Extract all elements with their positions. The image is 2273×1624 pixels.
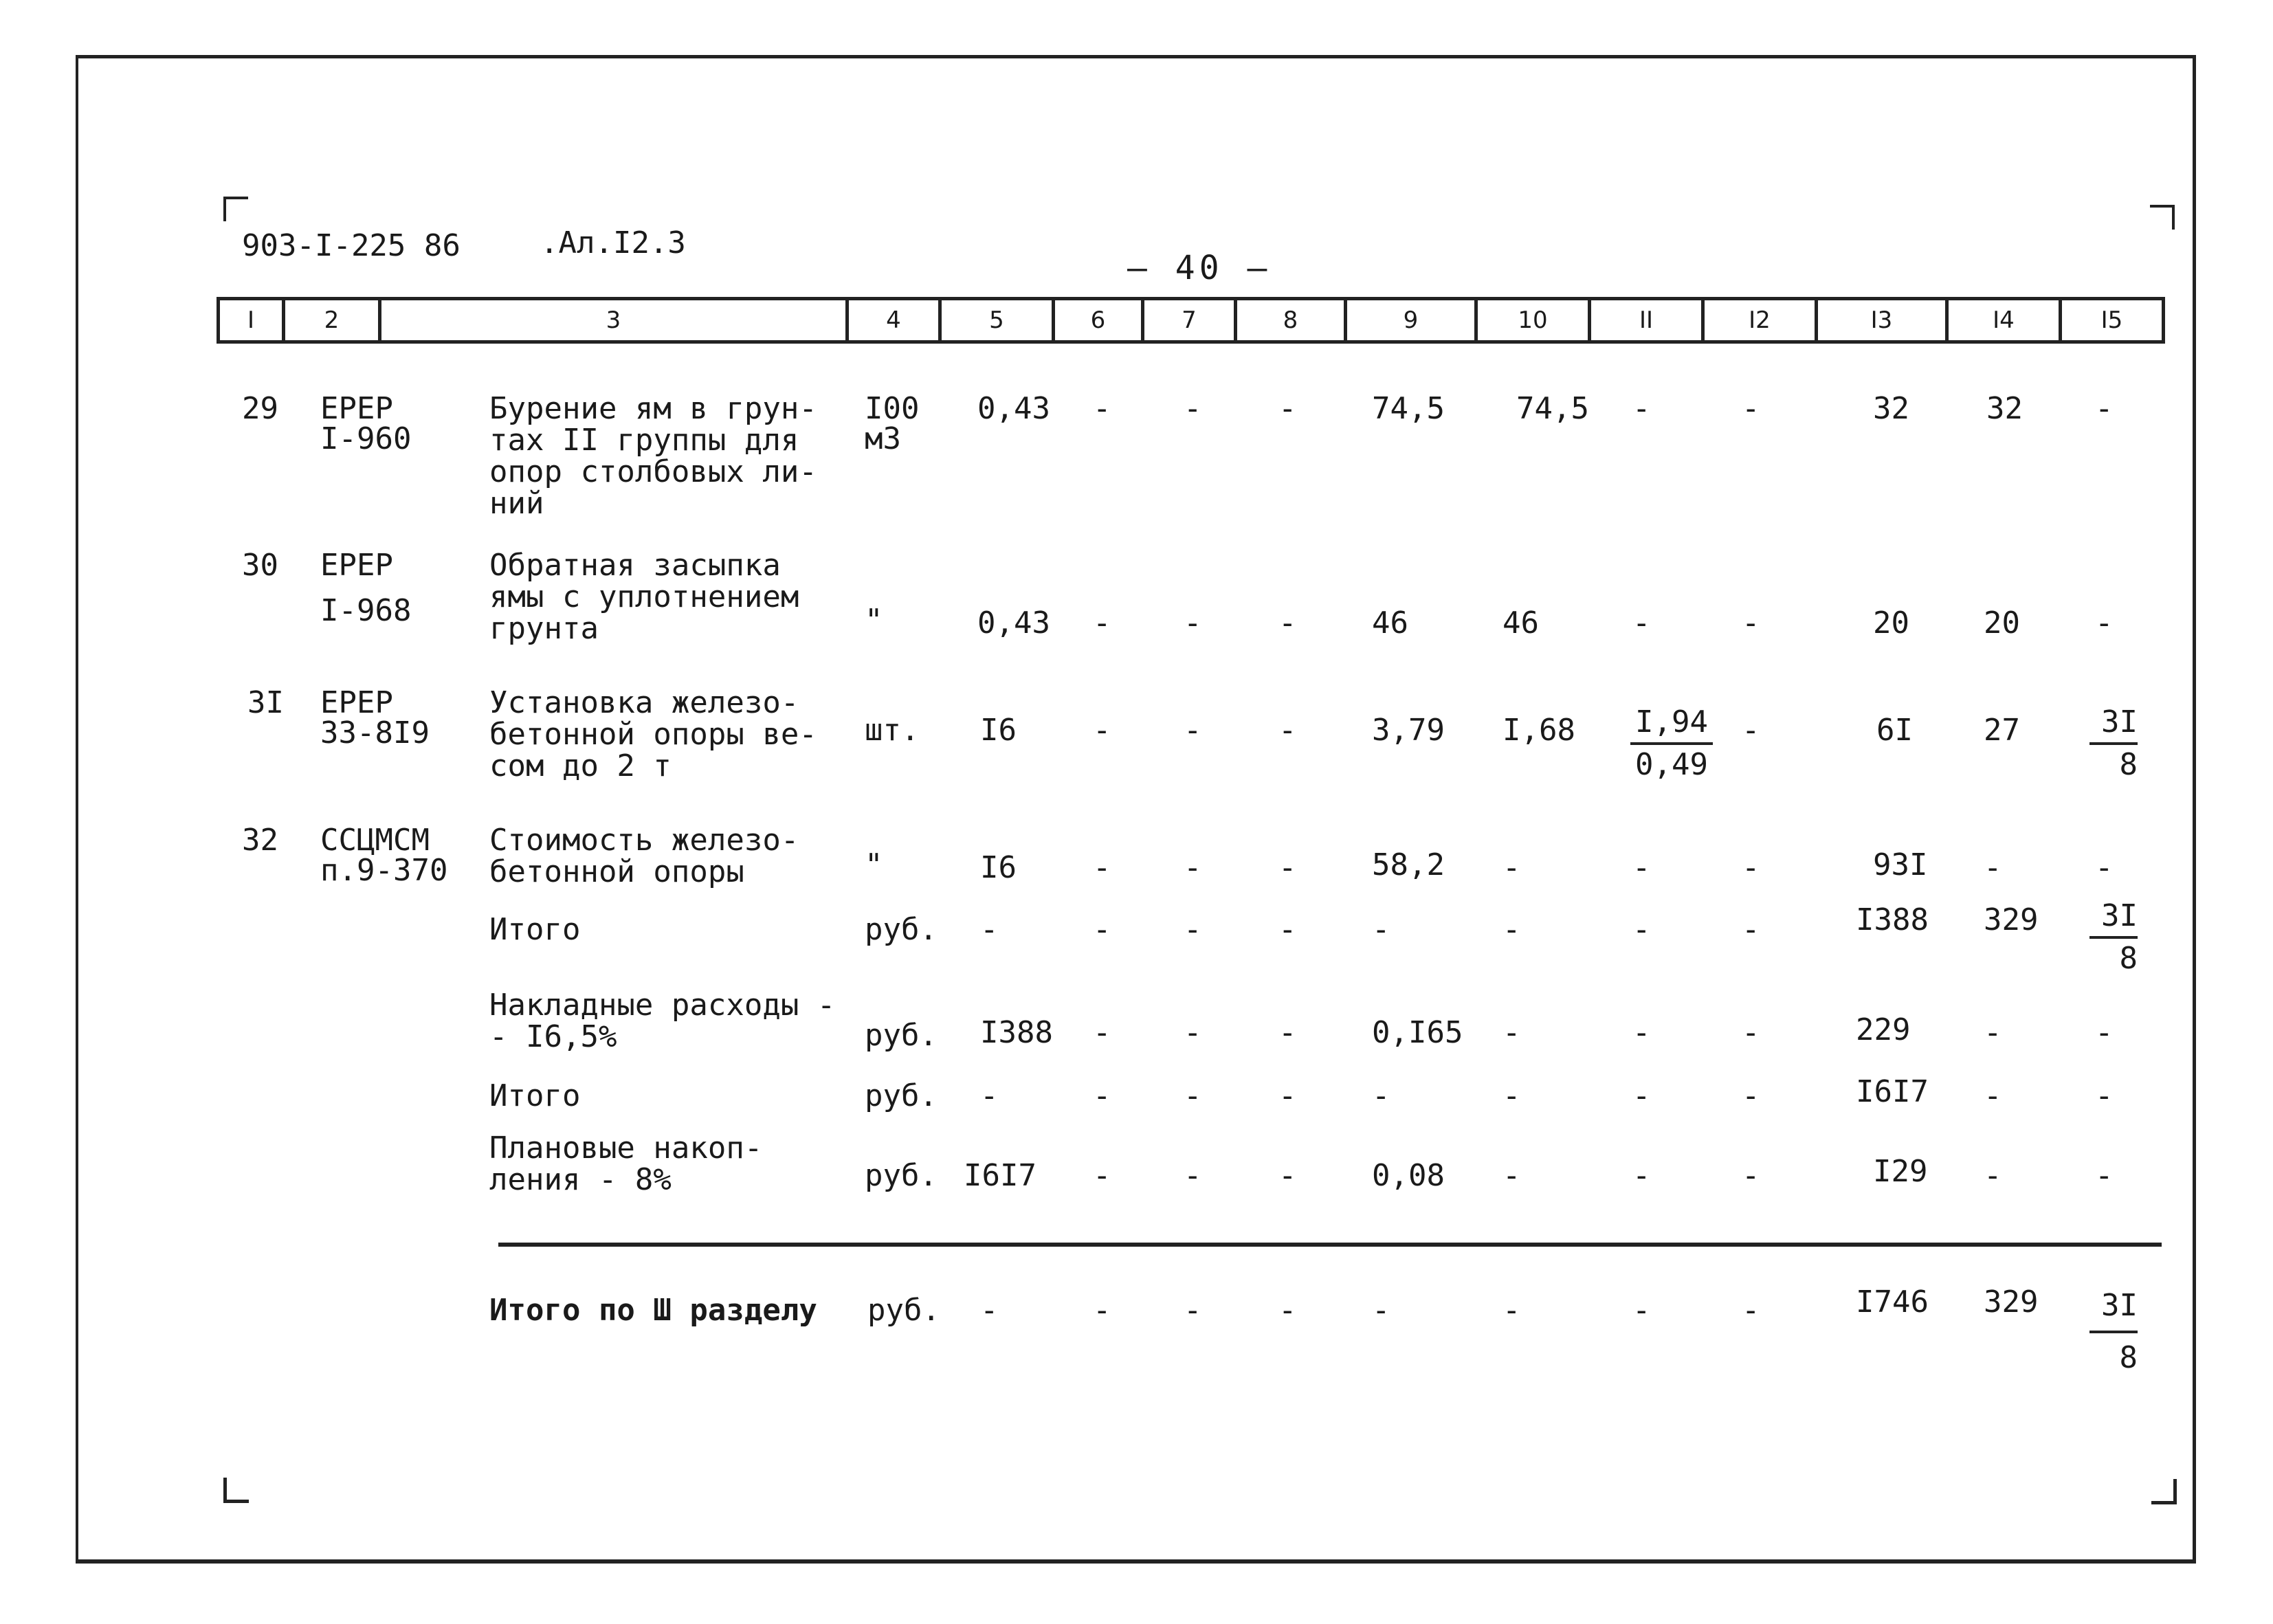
cell-value: I388 <box>1856 902 1929 937</box>
cell-dash: - <box>1742 1015 1760 1050</box>
row-label: Итого <box>489 912 581 947</box>
cell-dash: - <box>1503 1015 1521 1050</box>
column-header: 10 <box>1474 300 1588 340</box>
cell-dash: - <box>1632 1293 1651 1328</box>
row-number: 29 <box>242 391 278 426</box>
section-separator-line <box>498 1243 2162 1247</box>
column-header: II <box>1588 300 1701 340</box>
cell-value: 0,08 <box>1372 1158 1445 1193</box>
unit: " <box>865 603 883 638</box>
cell-dash: - <box>1093 713 1111 748</box>
cell-dash: - <box>1278 1078 1297 1113</box>
cell-value: 329 <box>1984 1284 2039 1320</box>
page-number: — 40 — <box>1127 249 1272 287</box>
cell-dash: - <box>1278 713 1297 748</box>
cell-dash: - <box>1742 1293 1760 1328</box>
cell-value: 74,5 <box>1372 391 1445 426</box>
cell-value: 329 <box>1984 902 2039 937</box>
cell-value: I,68 <box>1503 713 1575 748</box>
cell-dash: - <box>1372 912 1390 947</box>
cell-dash: - <box>1984 1158 2002 1193</box>
fraction-numerator: I,94 <box>1630 702 1713 745</box>
unit: руб. <box>865 912 938 947</box>
cell-dash: - <box>980 912 999 947</box>
cell-dash: - <box>2095 850 2114 885</box>
norm-code: I-960 <box>320 421 412 456</box>
cell-fraction <box>2089 1281 2138 1383</box>
column-header: 6 <box>1052 300 1141 340</box>
cell-value: 3,79 <box>1372 713 1445 748</box>
cell-dash: - <box>1184 1158 1202 1193</box>
row-label: Накладные расходы - - I6,5% <box>489 988 836 1054</box>
cell-quantity: I6 <box>980 713 1017 748</box>
cell-value: I388 <box>980 1015 1053 1050</box>
cell-dash: - <box>1742 391 1760 426</box>
column-header: I2 <box>1701 300 1815 340</box>
unit: руб. <box>865 1018 938 1053</box>
cell-dash: - <box>1372 1293 1390 1328</box>
cell-dash: - <box>1278 850 1297 885</box>
unit: м3 <box>865 421 901 456</box>
fraction-denominator: 8 <box>2119 747 2138 782</box>
corner-mark-bottom-right <box>2151 1479 2177 1504</box>
norm-code: 33-8I9 <box>320 715 430 750</box>
column-header: 5 <box>938 300 1052 340</box>
row-number: 30 <box>242 548 278 583</box>
column-header: I4 <box>1945 300 2059 340</box>
cell-dash: - <box>1278 391 1297 426</box>
row-label: Итого <box>489 1078 581 1113</box>
cell-dash: - <box>1093 1078 1111 1113</box>
column-header: 2 <box>282 300 378 340</box>
cell-dash: - <box>1742 850 1760 885</box>
norm-code: ЕРЕР <box>320 685 393 720</box>
cell-value: I746 <box>1856 1284 1929 1320</box>
cell-value: 32 <box>1986 391 2023 426</box>
cell-quantity: 0,43 <box>977 605 1050 641</box>
cell-dash: - <box>1184 713 1202 748</box>
cell-value: 27 <box>1984 713 2020 748</box>
cell-dash: - <box>1093 1015 1111 1050</box>
row-number: 3I <box>247 685 284 720</box>
cell-dash: - <box>1278 912 1297 947</box>
cell-fraction <box>2089 702 2138 785</box>
cell-value: I6I7 <box>1856 1074 1929 1109</box>
cell-dash: - <box>1184 605 1202 641</box>
cell-value: I29 <box>1873 1154 1928 1189</box>
cell-value: 0,I65 <box>1372 1015 1463 1050</box>
cell-dash: - <box>1632 391 1651 426</box>
unit: руб. <box>867 1293 940 1328</box>
cell-dash: - <box>1184 1078 1202 1113</box>
column-header: I5 <box>2059 300 2162 340</box>
unit: " <box>865 847 883 882</box>
column-header: 7 <box>1141 300 1234 340</box>
cell-dash: - <box>1632 850 1651 885</box>
fraction-numerator: 3I <box>2089 702 2138 745</box>
cell-dash: - <box>1742 1078 1760 1113</box>
document-code: 903-I-225 86 <box>242 228 461 263</box>
work-description: Бурение ям в грун- тах II группы для опор столбовых ли- ний <box>489 391 817 521</box>
unit: I00 <box>865 391 920 426</box>
cell-dash: - <box>1278 605 1297 641</box>
fraction-denominator: 8 <box>2119 1340 2138 1375</box>
cell-dash: - <box>1632 605 1651 641</box>
norm-code: ЕРЕР <box>320 548 393 583</box>
cell-dash: - <box>2095 605 2114 641</box>
cell-dash: - <box>1278 1158 1297 1193</box>
column-header-row <box>217 297 2165 344</box>
work-description: Обратная засыпка ямы с уплотнением грунта <box>489 548 799 646</box>
cell-value: 74,5 <box>1516 391 1589 426</box>
cell-value: 6I <box>1876 713 1913 748</box>
cell-value: 32 <box>1873 391 1909 426</box>
cell-fraction <box>2089 896 2138 979</box>
cell-dash: - <box>1632 1158 1651 1193</box>
cell-dash: - <box>1503 850 1521 885</box>
cell-dash: - <box>1184 1015 1202 1050</box>
column-header: 8 <box>1234 300 1344 340</box>
cell-dash: - <box>2095 1015 2114 1050</box>
fraction-denominator: 8 <box>2119 941 2138 976</box>
cell-fraction <box>1630 702 1713 785</box>
cell-dash: - <box>1742 605 1760 641</box>
cell-value: 46 <box>1372 605 1408 641</box>
cell-dash: - <box>1184 391 1202 426</box>
cell-dash: - <box>1632 1078 1651 1113</box>
row-label: Итого по Ш разделу <box>489 1293 817 1328</box>
cell-dash: - <box>1093 1293 1111 1328</box>
cell-value: 46 <box>1503 605 1539 641</box>
column-header: 9 <box>1344 300 1474 340</box>
unit: шт. <box>865 713 920 748</box>
cell-dash: - <box>1503 1078 1521 1113</box>
corner-mark-top-left <box>223 197 248 221</box>
cell-dash: - <box>1093 391 1111 426</box>
cell-dash: - <box>1372 1078 1390 1113</box>
cell-dash: - <box>1742 912 1760 947</box>
cell-dash: - <box>1093 605 1111 641</box>
cell-value: 58,2 <box>1372 847 1445 882</box>
cell-dash: - <box>1503 1158 1521 1193</box>
cell-dash: - <box>1742 1158 1760 1193</box>
corner-mark-bottom-left <box>223 1478 249 1503</box>
cell-dash: - <box>980 1078 999 1113</box>
cell-dash: - <box>1093 1158 1111 1193</box>
norm-code: ССЦМСМ <box>320 823 430 858</box>
cell-value: I6I7 <box>964 1158 1036 1193</box>
corner-mark-top-right <box>2150 205 2175 230</box>
cell-dash: - <box>1278 1015 1297 1050</box>
cell-dash: - <box>980 1293 999 1328</box>
work-description: Установка железо- бетонной опоры ве- сом до 2 т <box>489 685 817 783</box>
cell-dash: - <box>1184 1293 1202 1328</box>
cell-dash: - <box>1984 850 2002 885</box>
column-header: 3 <box>378 300 845 340</box>
column-header: 4 <box>845 300 938 340</box>
cell-value: 20 <box>1984 605 2020 641</box>
fraction-numerator: 3I <box>2089 896 2138 939</box>
cell-dash: - <box>1632 912 1651 947</box>
cell-dash: - <box>2095 1158 2114 1193</box>
cell-dash: - <box>1503 912 1521 947</box>
cell-dash: - <box>1093 850 1111 885</box>
unit: руб. <box>865 1078 938 1113</box>
cell-dash: - <box>1503 1293 1521 1328</box>
work-description: Стоимость железо- бетонной опоры <box>489 823 799 889</box>
cell-quantity: 0,43 <box>977 391 1050 426</box>
cell-dash: - <box>1278 1293 1297 1328</box>
cell-dash: - <box>1984 1078 2002 1113</box>
cell-value: 93I <box>1873 847 1928 882</box>
column-header: I <box>247 307 255 334</box>
cell-dash: - <box>1184 850 1202 885</box>
cell-dash: - <box>1984 1015 2002 1050</box>
fraction-numerator: 3I <box>2089 1281 2138 1333</box>
cell-dash: - <box>1093 912 1111 947</box>
fraction-denominator: 0,49 <box>1635 747 1708 782</box>
norm-code: п.9-370 <box>320 853 448 888</box>
cell-dash: - <box>2095 391 2114 426</box>
norm-code: I-968 <box>320 593 412 628</box>
row-label: Плановые накоп- ления - 8% <box>489 1131 763 1197</box>
cell-dash: - <box>1632 1015 1651 1050</box>
unit: руб. <box>865 1158 938 1193</box>
cell-dash: - <box>1742 713 1760 748</box>
column-header: I3 <box>1815 300 1945 340</box>
cell-value: 20 <box>1873 605 1909 641</box>
cell-dash: - <box>1184 912 1202 947</box>
sheet-reference: .Ал.I2.3 <box>540 225 686 260</box>
cell-value: 229 <box>1856 1012 1911 1047</box>
norm-code: ЕРЕР <box>320 391 393 426</box>
cell-dash: - <box>2095 1078 2114 1113</box>
row-number: 32 <box>242 823 278 858</box>
cell-quantity: I6 <box>980 850 1017 885</box>
